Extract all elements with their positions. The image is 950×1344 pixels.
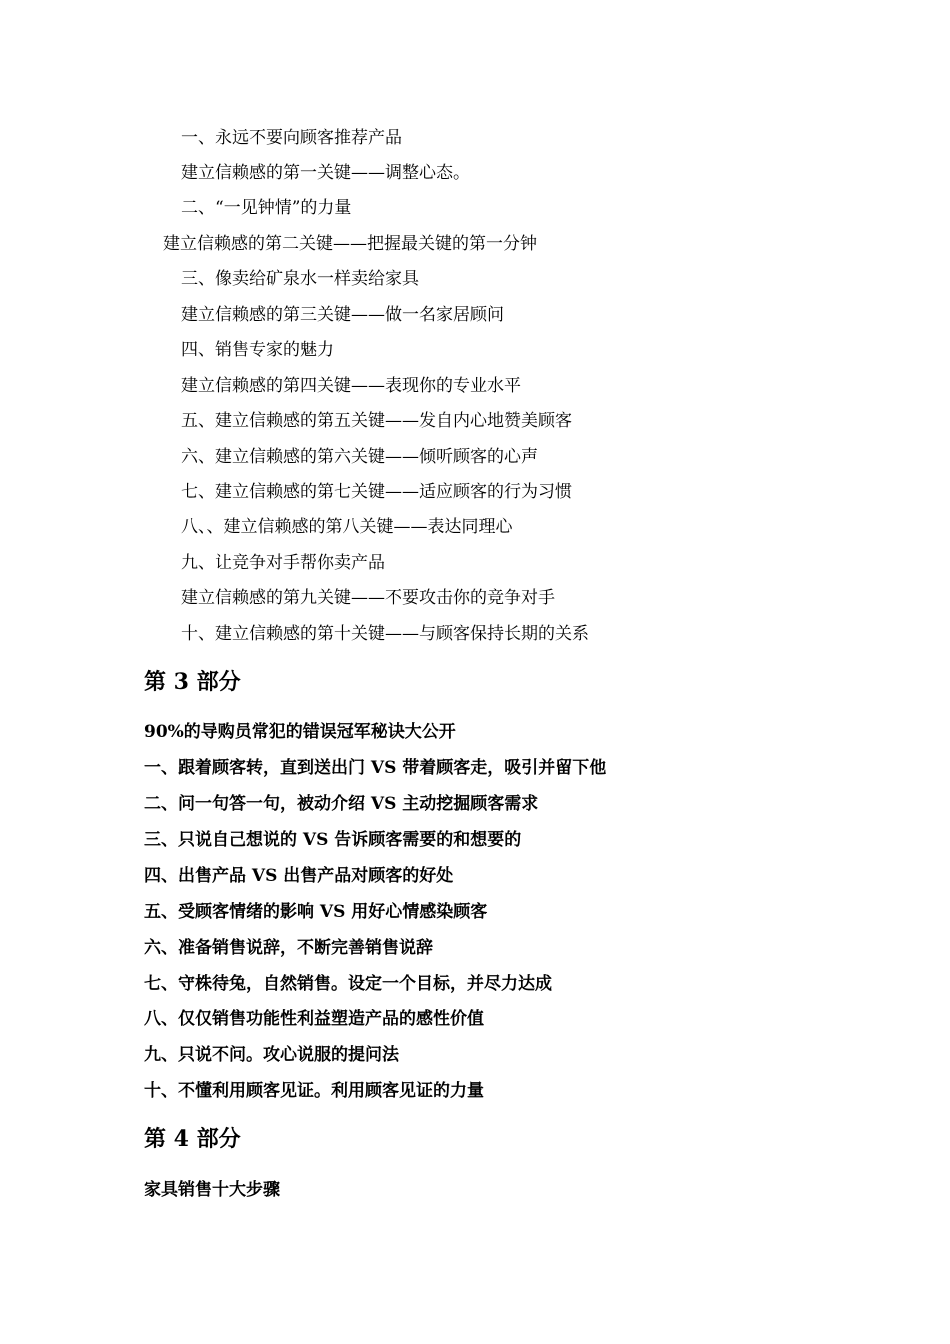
part3-item-2: 二、问一句答一句，被动介绍 VS 主动挖掘顾客需求 <box>144 794 539 814</box>
part2-item-5: 三、像卖给矿泉水一样卖给家具 <box>181 269 419 289</box>
part2-item-9: 五、建立信赖感的第五关键——发自内心地赞美顾客 <box>181 411 572 431</box>
part2-item-6: 建立信赖感的第三关键——做一名家居顾问 <box>181 305 504 325</box>
part2-item-2: 建立信赖感的第一关键——调整心态。 <box>181 163 470 183</box>
part2-item-4: 建立信赖感的第二关键——把握最关键的第一分钟 <box>163 234 537 254</box>
part3-heading: 第 3 部分 <box>144 669 241 695</box>
part3-item-7: 七、守株待兔，自然销售。设定一个目标，并尽力达成 <box>144 974 552 994</box>
part2-item-1: 一、永远不要向顾客推荐产品 <box>181 128 402 148</box>
part4-subtitle: 家具销售十大步骤 <box>144 1180 280 1200</box>
part3-item-3: 三、只说自己想说的 VS 告诉顾客需要的和想要的 <box>144 830 522 850</box>
part3-item-4: 四、出售产品 VS 出售产品对顾客的好处 <box>144 866 454 886</box>
part3-item-6: 六、准备销售说辞，不断完善销售说辞 <box>144 938 433 958</box>
part2-item-14: 建立信赖感的第九关键——不要攻击你的竞争对手 <box>181 588 555 608</box>
part2-item-3: 二、“一见钟情”的力量 <box>181 198 352 218</box>
part4-heading: 第 4 部分 <box>144 1126 241 1152</box>
part2-item-8: 建立信赖感的第四关键——表现你的专业水平 <box>181 376 521 396</box>
part2-item-13: 九、让竞争对手帮你卖产品 <box>181 553 385 573</box>
part2-item-12: 八、、建立信赖感的第八关键——表达同理心 <box>181 517 513 537</box>
part2-item-10: 六、建立信赖感的第六关键——倾听顾客的心声 <box>181 447 538 467</box>
part3-item-9: 九、只说不问。攻心说服的提问法 <box>144 1045 399 1065</box>
part2-item-11: 七、建立信赖感的第七关键——适应顾客的行为习惯 <box>181 482 572 502</box>
part2-item-15: 十、建立信赖感的第十关键——与顾客保持长期的关系 <box>181 624 589 644</box>
part3-item-10: 十、不懂利用顾客见证。利用顾客见证的力量 <box>144 1081 484 1101</box>
part2-item-7: 四、销售专家的魅力 <box>181 340 334 360</box>
part3-item-1: 一、跟着顾客转，直到送出门 VS 带着顾客走，吸引并留下他 <box>144 758 607 778</box>
part3-item-8: 八、仅仅销售功能性利益塑造产品的感性价值 <box>144 1009 484 1029</box>
part3-subtitle: 90%的导购员常犯的错误冠军秘诀大公开 <box>144 722 456 742</box>
part3-item-5: 五、受顾客情绪的影响 VS 用好心情感染顾客 <box>144 902 488 922</box>
